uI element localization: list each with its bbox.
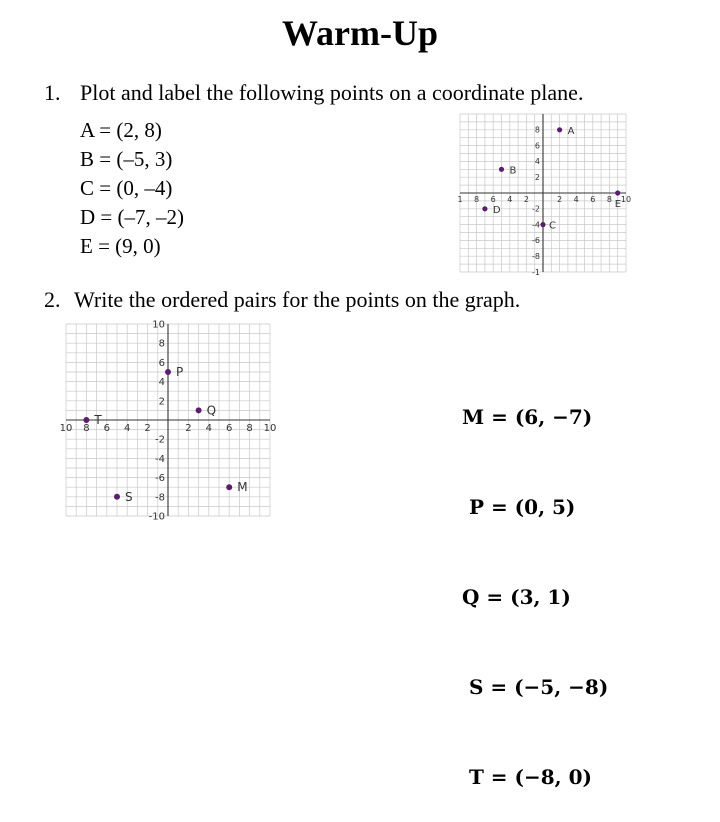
point-d [482,206,487,211]
question-1-number: 1. [44,80,61,105]
point-item-d: D = (–7, –2) [80,205,184,229]
answer-item-p: P = (0, 5) [462,495,576,519]
x-tick-label: 6 [226,423,233,434]
x-tick-label: 2 [144,423,151,434]
point-item-e: E = (9, 0) [80,234,161,258]
answer-item-m: M = (6, −7) [462,405,593,429]
point-label-p: P [176,365,184,379]
point-a [557,127,562,132]
x-tick-label: 8 [83,423,90,434]
point-m [226,484,232,490]
x-tick-label: 6 [590,195,596,204]
answer-item-t: T = (−8, 0) [462,765,592,789]
point-e [615,190,620,195]
point-label-d: D [492,204,501,216]
point-label-c: C [549,220,556,232]
y-tick-label: 8 [158,338,165,350]
point-t [83,417,89,423]
question-1-text: Plot and label the following points on a coordinate plane. [80,80,584,105]
y-tick-label: -2 [155,434,165,446]
y-tick-label: 2 [158,396,165,408]
x-tick-label: 2 [523,195,529,204]
point-label-q: Q [206,403,217,418]
y-tick-label: 2 [534,173,540,182]
y-tick-label: 10 [152,319,165,331]
point-label-e: E [614,199,622,210]
question-2-text: Write the ordered pairs for the points on the graph. [74,287,521,312]
point-item-b: B = (–5, 3) [80,147,173,171]
point-c [540,222,545,227]
x-tick-label: 10 [263,423,277,434]
y-tick-label: 8 [534,125,540,135]
point-item-c: C = (0, –4) [80,176,173,200]
y-tick-label: -6 [155,473,165,485]
y-tick-label: 6 [158,357,165,369]
y-tick-label: -6 [532,236,540,246]
point-p [165,369,171,375]
y-tick-label: 4 [158,377,165,389]
answer-list [462,342,608,822]
point-list [80,116,184,261]
answer-item-s: S = (−5, −8) [462,675,609,699]
question-2-number: 2. [44,287,61,312]
x-tick-label: 4 [573,195,579,204]
x-tick-label: 4 [124,423,131,434]
y-tick-label: -8 [532,252,540,261]
point-q [196,407,202,413]
y-tick-label: 6 [534,141,540,151]
x-tick-label: 2 [557,195,563,204]
point-label-a: A [567,125,575,137]
point-label-t: T [94,413,102,427]
point-label-s: S [125,489,133,504]
page-title: Warm-Up [282,13,438,53]
question-2 [44,287,520,313]
x-tick-label: 6 [490,195,496,204]
x-tick-label: 8 [606,195,612,204]
x-tick-label: 2 [185,423,192,434]
y-tick-label: -4 [532,220,540,230]
x-tick-label: 1 [457,195,463,204]
point-s [114,494,120,500]
question-1 [44,80,583,106]
x-tick-label: 6 [103,423,110,434]
x-tick-label: 10 [59,423,73,434]
x-tick-label: 10 [620,195,632,204]
x-tick-label: 8 [474,195,480,204]
point-label-m: M [237,480,248,495]
y-tick-label: -8 [155,492,165,504]
coordinate-plane-1 [456,110,630,276]
point-label-b: B [509,165,517,177]
answer-item-q: Q = (3, 1) [462,585,571,609]
point-item-a: A = (2, 8) [80,118,162,142]
coordinate-plane-2 [59,319,277,523]
y-tick-label: -4 [155,453,165,465]
y-tick-label: -2 [532,204,540,214]
y-tick-label: -1 [532,267,540,277]
point-b [499,167,504,172]
x-tick-label: 4 [205,423,212,434]
y-tick-label: -10 [148,511,165,523]
x-tick-label: 4 [507,195,513,204]
x-tick-label: 8 [246,423,253,434]
y-tick-label: 4 [534,157,540,167]
